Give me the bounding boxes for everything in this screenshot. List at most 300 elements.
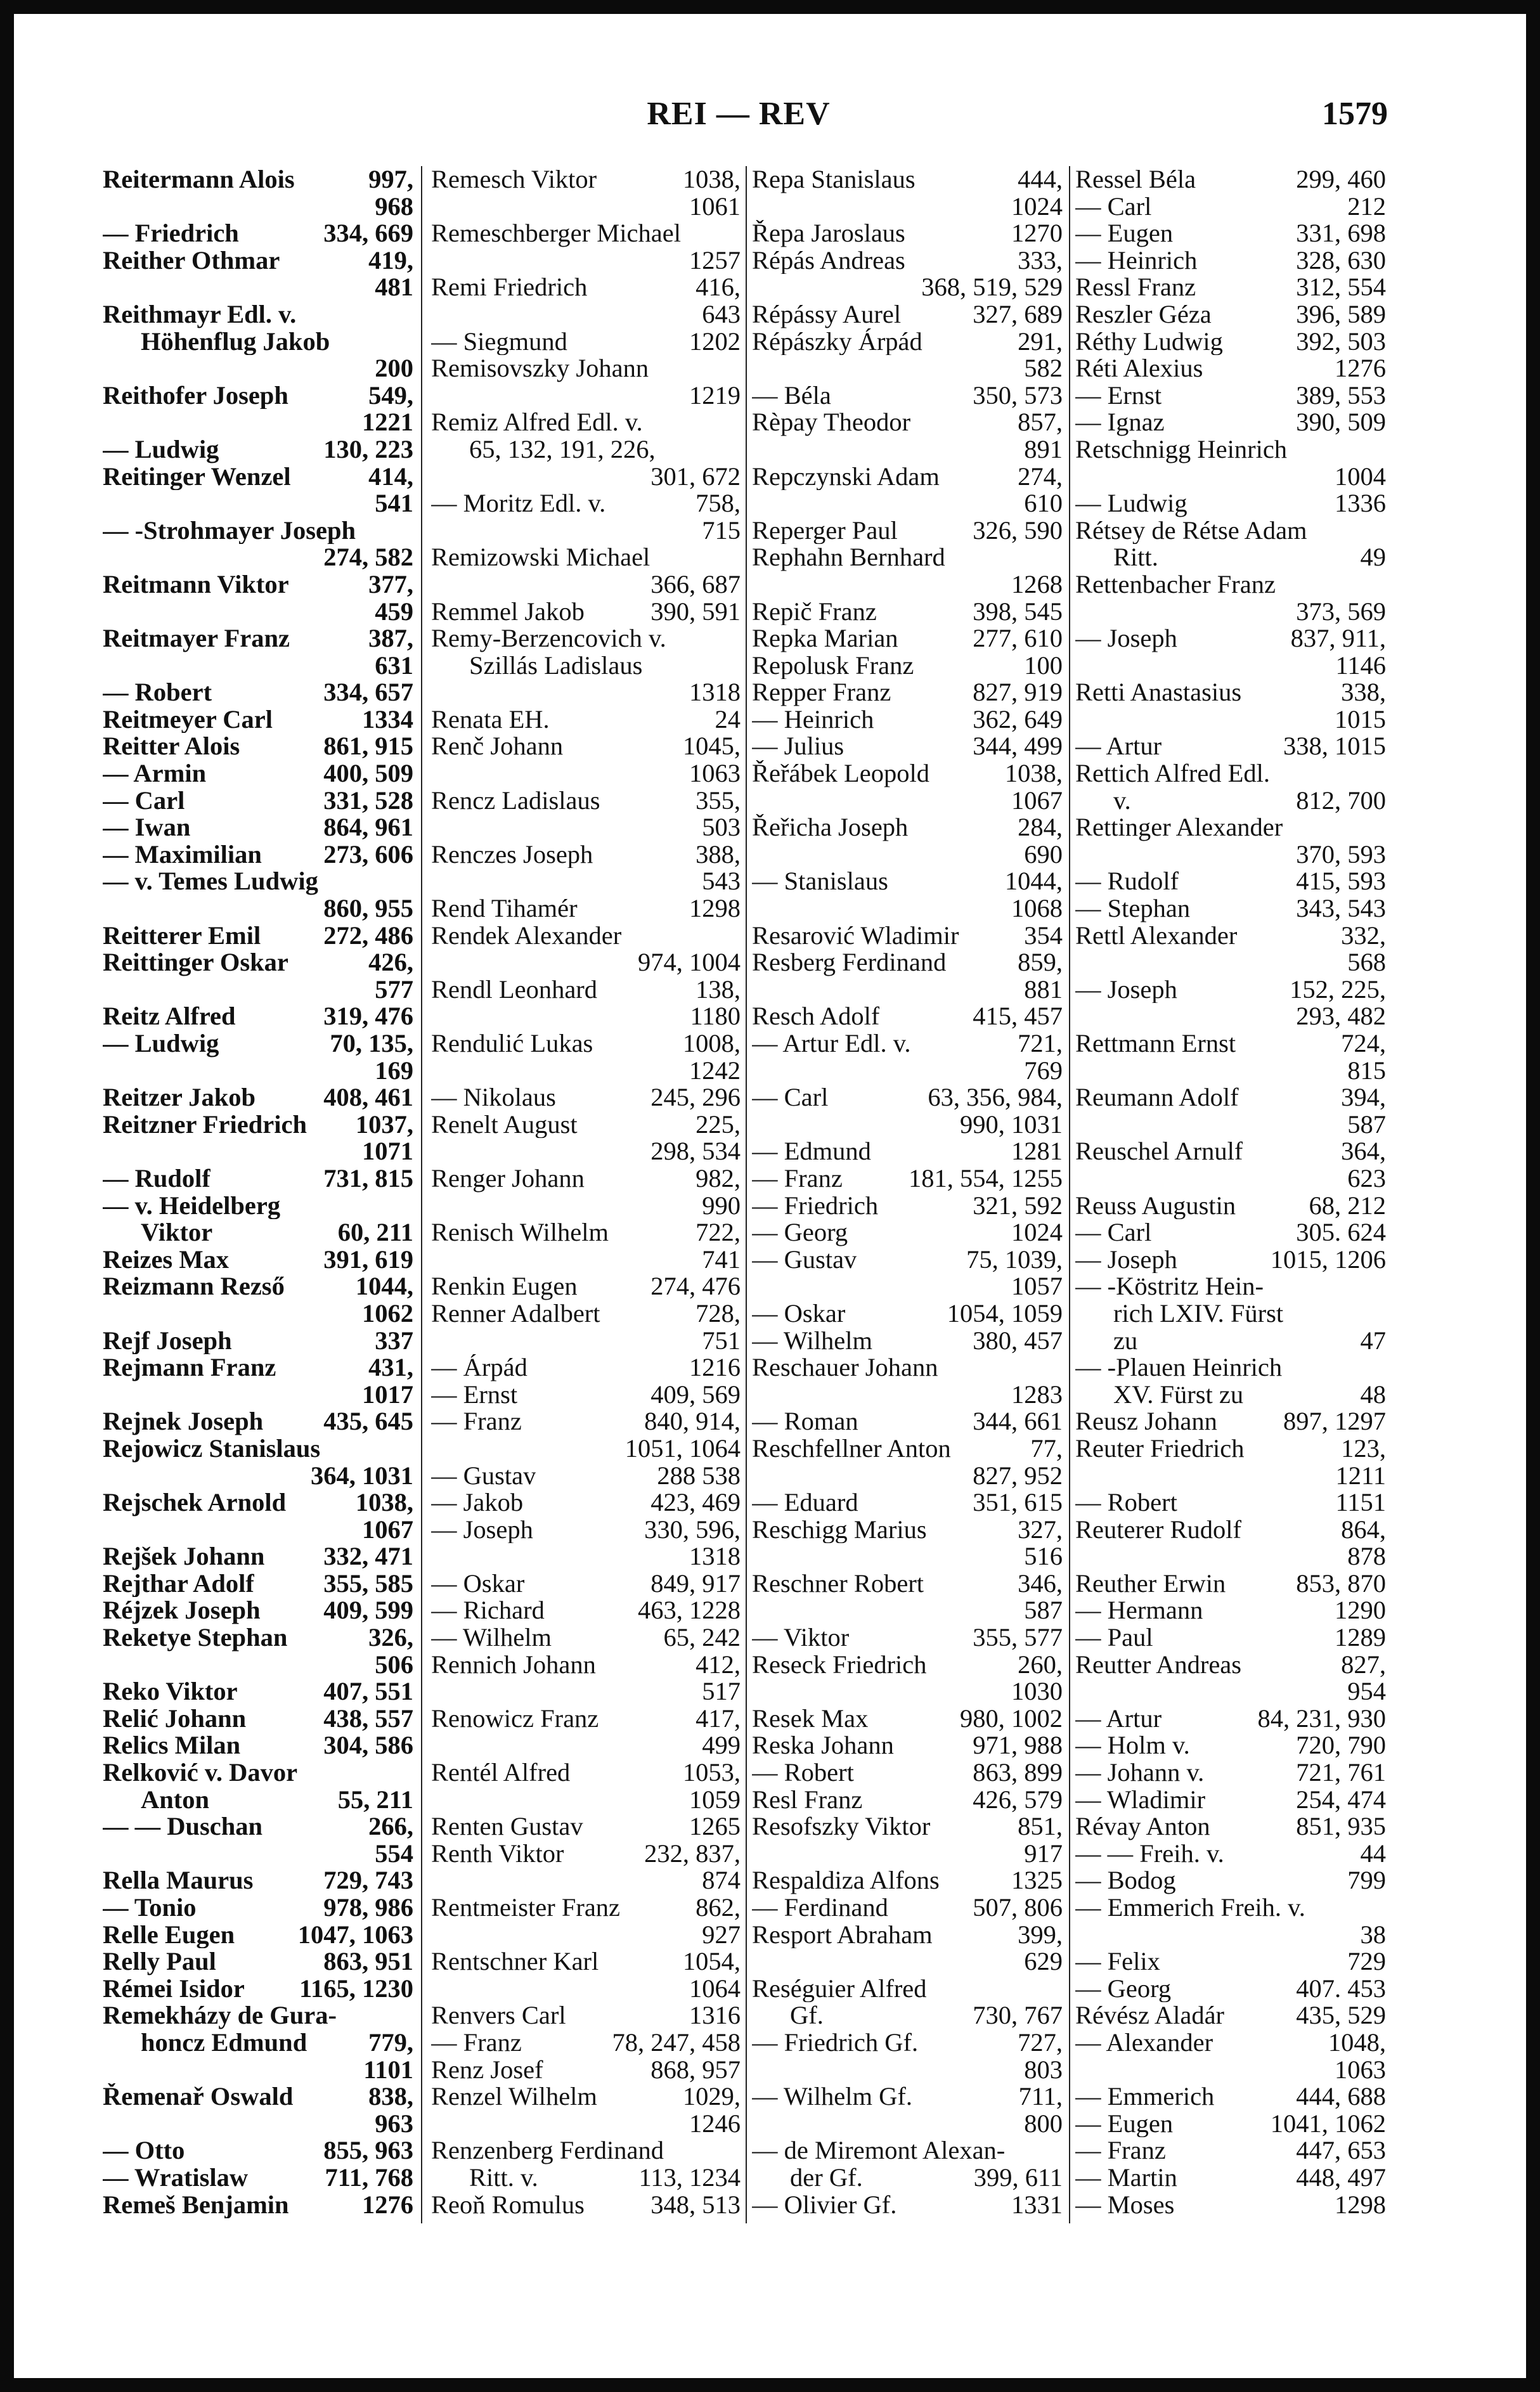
entry-name: Rejf Joseph [103, 1327, 232, 1355]
entry-name: — Carl [1075, 1219, 1152, 1246]
entry-name: Relić Johann [103, 1705, 247, 1733]
index-entry [431, 2029, 741, 2057]
index-entry [1075, 814, 1386, 841]
entry-pages: 711, [1018, 2083, 1063, 2111]
entry-pages: 1024 [1011, 1219, 1063, 1246]
index-entry [1075, 760, 1386, 787]
index-entry [1075, 1894, 1386, 1922]
entry-name: Reitmayer Franz [103, 625, 290, 652]
entry-name: — Ferdinand [752, 1894, 888, 1922]
entry-pages: 610 [1024, 490, 1063, 517]
entry-pages: 245, 296 [650, 1084, 741, 1111]
index-entry [431, 922, 741, 950]
index-entry [752, 2111, 1063, 2138]
entry-pages: 392, 503 [1296, 328, 1386, 356]
entry-pages: 266, [368, 1813, 413, 1840]
index-entry [103, 490, 413, 517]
entry-pages: 44 [1360, 1840, 1386, 1868]
entry-name: Réthy Ludwig [1075, 328, 1223, 356]
entry-name: Rèpay Theodor [752, 409, 911, 436]
entry-pages: 387, [368, 625, 413, 652]
entry-pages: 927 [702, 1921, 741, 1949]
entry-pages: 1101 [363, 2056, 413, 2084]
entry-pages: 779, [368, 2029, 413, 2057]
entry-pages: 370, 593 [1296, 841, 1386, 869]
entry-pages: 1068 [1011, 895, 1063, 922]
entry-pages: 447, 653 [1296, 2137, 1386, 2164]
index-entry [431, 1543, 741, 1570]
entry-pages: 517 [702, 1678, 741, 1705]
index-entry [1075, 1543, 1386, 1570]
entry-pages: 728, [696, 1300, 741, 1328]
index-entry [431, 1516, 741, 1544]
index-entry [1075, 868, 1386, 895]
entry-pages: 1038, [1004, 760, 1063, 787]
index-entry [752, 1894, 1063, 1922]
entry-name: — Carl [103, 787, 185, 815]
entry-name: Renth Viktor [431, 1840, 564, 1868]
entry-name: Renowicz Franz [431, 1705, 599, 1733]
entry-name: — Friedrich [752, 1192, 879, 1220]
entry-pages: 338, 1015 [1283, 733, 1386, 761]
entry-name: — Wratislaw [103, 2164, 249, 2192]
entry-name: v. [1113, 787, 1131, 815]
index-entry [752, 1516, 1063, 1544]
index-entry [752, 1138, 1063, 1165]
entry-pages: 1216 [689, 1354, 741, 1381]
index-entry [103, 1463, 413, 1490]
index-entry [1075, 1759, 1386, 1787]
entry-name: Rendek Alexander [431, 922, 622, 950]
entry-pages: 355, 585 [323, 1570, 413, 1598]
page-number: 1579 [1322, 96, 1388, 132]
index-entry [1075, 2083, 1386, 2111]
entry-pages: 304, 586 [323, 1732, 413, 1760]
entry-name: Relle Eugen [103, 1921, 235, 1949]
entry-name: — Joseph [1075, 1246, 1177, 1274]
entry-pages: 541 [375, 490, 413, 517]
entry-name: rich LXIV. Fürst [1113, 1300, 1284, 1328]
entry-pages: 355, 577 [973, 1624, 1063, 1652]
index-entry [103, 1975, 413, 2003]
entry-name: Reither Othmar [103, 247, 280, 275]
index-entry [752, 1732, 1063, 1759]
entry-pages: 971, 988 [973, 1732, 1063, 1760]
index-entry [431, 1328, 741, 1355]
index-entry [103, 1705, 413, 1733]
index-entry [103, 1678, 413, 1705]
entry-name: — v. Heidelberg [103, 1192, 281, 1220]
index-entry [103, 382, 413, 410]
index-entry [103, 1328, 413, 1355]
index-entry [1075, 1381, 1386, 1409]
index-entry [752, 1408, 1063, 1435]
index-entry [103, 1435, 413, 1463]
entry-name: — Edmund [752, 1138, 871, 1165]
index-entry [431, 355, 741, 382]
index-entry [1075, 1273, 1386, 1300]
index-entry [752, 1975, 1063, 2003]
entry-name: — Bodog [1075, 1867, 1176, 1894]
entry-pages: 373, 569 [1296, 598, 1386, 626]
entry-pages: 731, 815 [323, 1165, 413, 1193]
entry-name: Renzenberg Ferdinand [431, 2137, 664, 2164]
entry-pages: 415, 457 [973, 1003, 1063, 1030]
entry-pages: 225, [696, 1111, 741, 1139]
index-entry [431, 1165, 741, 1193]
index-entry [752, 247, 1063, 275]
entry-pages: 840, 914, [644, 1408, 741, 1435]
index-entry [431, 2137, 741, 2164]
index-entry [431, 166, 741, 193]
index-entry [431, 1840, 741, 1868]
entry-name: — Moses [1075, 2191, 1175, 2219]
index-entry [752, 1381, 1063, 1409]
index-entry [103, 652, 413, 680]
index-entry [103, 1894, 413, 1922]
index-entry [752, 1705, 1063, 1733]
entry-name: Anton [141, 1786, 210, 1814]
index-entry [1075, 949, 1386, 976]
entry-pages: 337 [375, 1327, 413, 1355]
entry-name: Reitterer Emil [103, 922, 261, 950]
index-entry [431, 1138, 741, 1165]
entry-name: — Artur Edl. v. [752, 1030, 911, 1057]
entry-pages: 1219 [689, 382, 741, 410]
entry-name: — Eugen [1075, 2110, 1174, 2138]
index-entry [103, 544, 413, 571]
entry-pages: 169 [375, 1057, 413, 1085]
entry-pages: 1265 [689, 1813, 741, 1840]
index-entry [752, 2057, 1063, 2084]
entry-pages: 1067 [1011, 787, 1063, 815]
entry-name: Reuss Augustin [1075, 1192, 1236, 1220]
entry-pages: 328, 630 [1296, 247, 1386, 275]
entry-pages: 350, 573 [973, 382, 1063, 410]
index-entry [1075, 1678, 1386, 1705]
entry-name: — Georg [1075, 1975, 1172, 2003]
entry-name: Gf. [790, 2002, 824, 2029]
index-entry [431, 1030, 741, 1057]
index-entry [1075, 1084, 1386, 1111]
index-entry [103, 2083, 413, 2111]
index-entry [1075, 463, 1386, 491]
entry-pages: 274, [1018, 463, 1063, 491]
entry-pages: 1047, 1063 [297, 1921, 413, 1949]
index-entry [431, 517, 741, 545]
index-entry [103, 1300, 413, 1328]
entry-name: — Jakob [431, 1489, 524, 1516]
entry-name: Ritt. v. [469, 2164, 538, 2192]
entry-pages: 851, 935 [1296, 1813, 1386, 1840]
entry-name: Renč Johann [431, 733, 564, 761]
entry-name: Rejšek Johann [103, 1543, 265, 1570]
entry-pages: 338, [1341, 679, 1386, 706]
entry-name: — Joseph [1075, 976, 1177, 1004]
entry-pages: 729, 743 [323, 1867, 413, 1894]
entry-pages: 1008, [682, 1030, 741, 1057]
entry-name: — Robert [1075, 1489, 1177, 1516]
entry-pages: 582 [1024, 355, 1063, 382]
index-entry [752, 1759, 1063, 1787]
index-entry [103, 220, 413, 247]
index-entry [752, 2083, 1063, 2111]
index-entry [1075, 166, 1386, 193]
entry-pages: 130, 223 [323, 436, 413, 463]
index-entry [103, 571, 413, 598]
index-entry [752, 1219, 1063, 1246]
entry-pages: 332, 471 [323, 1543, 413, 1570]
entry-name: Reseck Friedrich [752, 1651, 927, 1679]
index-entry [431, 274, 741, 301]
entry-pages: 853, 870 [1296, 1570, 1386, 1598]
entry-name: — -Köstritz Hein- [1075, 1273, 1264, 1300]
index-entry [431, 841, 741, 869]
entry-pages: 827, 952 [973, 1462, 1063, 1490]
entry-name: Reitmeyer Carl [103, 706, 273, 734]
entry-name: — Holm v. [1075, 1732, 1190, 1760]
entry-pages: 1318 [689, 1543, 741, 1570]
entry-pages: 435, 529 [1296, 2002, 1386, 2029]
index-entry [431, 1111, 741, 1139]
entry-pages: 1064 [689, 1975, 741, 2003]
entry-name: Řeřicha Joseph [752, 814, 909, 841]
index-entry [1075, 1570, 1386, 1598]
index-entry [431, 1381, 741, 1409]
index-entry [1075, 841, 1386, 869]
entry-name: — Nikolaus [431, 1084, 556, 1111]
entry-name: Reszler Géza [1075, 301, 1212, 328]
entry-name: Repka Marian [752, 625, 898, 652]
index-entry [103, 1624, 413, 1652]
entry-name: Relics Milan [103, 1732, 241, 1760]
entry-pages: 55, 211 [337, 1786, 413, 1814]
index-entry [1075, 1138, 1386, 1165]
entry-name: — Wilhelm Gf. [752, 2083, 912, 2111]
entry-pages: 388, [696, 841, 741, 869]
entry-pages: 1051, 1064 [624, 1435, 741, 1463]
entry-pages: 849, 917 [650, 1570, 741, 1598]
entry-name: der Gf. [790, 2164, 863, 2192]
entry-pages: 1054, 1059 [947, 1300, 1063, 1328]
index-entry [431, 1246, 741, 1274]
entry-name: — Felix [1075, 1948, 1160, 1975]
index-entry [103, 679, 413, 706]
index-entry [1075, 1003, 1386, 1030]
entry-name: — Ludwig [103, 1030, 219, 1057]
entry-name: Szillás Ladislaus [469, 652, 643, 680]
index-entry [103, 760, 413, 787]
index-entry [103, 1516, 413, 1544]
entry-pages: 1004 [1335, 463, 1386, 491]
entry-name: Reschigg Marius [752, 1516, 927, 1544]
entry-pages: 298, 534 [650, 1138, 741, 1165]
index-entry [1075, 1624, 1386, 1652]
entry-name: honcz Edmund [141, 2029, 307, 2057]
index-entry [431, 220, 741, 247]
entry-name: Rendl Leonhard [431, 976, 598, 1004]
entry-pages: 232, 837, [644, 1840, 741, 1868]
entry-pages: 730, 767 [973, 2002, 1063, 2029]
entry-pages: 963 [375, 2110, 413, 2138]
index-entry [1075, 706, 1386, 734]
index-entry [431, 1867, 741, 1894]
index-entry [1075, 787, 1386, 815]
entry-pages: 212 [1347, 193, 1386, 221]
entry-pages: 721, 761 [1296, 1759, 1386, 1787]
entry-name: — Otto [103, 2137, 185, 2164]
entry-pages: 1246 [689, 2110, 741, 2138]
entry-pages: 815 [1347, 1057, 1386, 1085]
entry-pages: 623 [1347, 1165, 1386, 1193]
entry-name: — — Freih. v. [1075, 1840, 1224, 1868]
index-entry [1075, 2057, 1386, 2084]
entry-pages: 277, 610 [973, 625, 1063, 652]
index-entry [103, 2192, 413, 2219]
entry-name: Reittinger Oskar [103, 949, 288, 976]
index-entry [752, 517, 1063, 545]
index-entry [752, 652, 1063, 680]
entry-name: Renzel Wilhelm [431, 2083, 597, 2111]
entry-pages: 1257 [689, 247, 741, 275]
entry-name: Remesch Viktor [431, 166, 597, 193]
index-entry [431, 1787, 741, 1814]
entry-pages: 543 [702, 868, 741, 896]
entry-pages: 463, 1228 [638, 1597, 741, 1625]
entry-pages: 1045, [682, 733, 741, 761]
index-entry [103, 1787, 413, 1814]
entry-pages: 864, [1341, 1516, 1386, 1544]
entry-name: Renger Johann [431, 1165, 585, 1193]
entry-pages: 1053, [682, 1759, 741, 1787]
entry-name: Remy-Berzencovich v. [431, 625, 666, 652]
index-entry [1075, 1354, 1386, 1381]
index-entry [103, 1867, 413, 1894]
index-entry [431, 1408, 741, 1435]
index-entry [752, 1273, 1063, 1300]
index-entry [431, 247, 741, 275]
entry-pages: 408, 461 [323, 1084, 413, 1111]
entry-pages: 758, [696, 490, 741, 517]
entry-name: Relković v. Davor [103, 1759, 298, 1787]
index-entry [752, 787, 1063, 815]
entry-name: — Ernst [431, 1381, 518, 1409]
index-entry [752, 625, 1063, 652]
entry-name: Remeš Benjamin [103, 2191, 289, 2219]
index-entry [752, 193, 1063, 221]
entry-name: — Ludwig [103, 436, 219, 463]
index-entry [103, 2002, 413, 2029]
entry-name: Respaldiza Alfons [752, 1867, 940, 1894]
entry-name: — Carl [1075, 193, 1152, 221]
index-entry [1075, 382, 1386, 410]
index-entry [752, 463, 1063, 491]
entry-pages: 343, 543 [1296, 895, 1386, 922]
index-entry [752, 1084, 1063, 1111]
entry-pages: 803 [1024, 2056, 1063, 2084]
entry-name: Rétsey de Rétse Adam [1075, 517, 1307, 545]
entry-pages: 407. 453 [1296, 1975, 1386, 2003]
index-entry [1075, 328, 1386, 356]
entry-pages: 954 [1347, 1678, 1386, 1705]
entry-name: — Paul [1075, 1624, 1153, 1652]
entry-name: Rémei Isidor [103, 1975, 245, 2003]
entry-name: — Stanislaus [752, 868, 888, 896]
index-entry [752, 2192, 1063, 2219]
entry-name: — Ignaz [1075, 409, 1165, 436]
index-entry [431, 1570, 741, 1598]
index-entry [752, 1489, 1063, 1516]
entry-name: Reitzner Friedrich [103, 1111, 307, 1139]
entry-pages: 380, 457 [973, 1327, 1063, 1355]
entry-pages: 1044, [355, 1273, 413, 1300]
entry-pages: 326, [368, 1624, 413, 1652]
column-divider [421, 166, 422, 2223]
entry-name: Reitmann Viktor [103, 571, 289, 598]
entry-pages: 435, 645 [323, 1408, 413, 1435]
entry-pages: 1061 [689, 193, 741, 221]
entry-name: XV. Fürst zu [1113, 1381, 1244, 1409]
entry-pages: 769 [1024, 1057, 1063, 1085]
entry-pages: 1336 [1335, 490, 1386, 517]
entry-pages: 400, 509 [323, 760, 413, 787]
entry-name: — Artur [1075, 733, 1162, 761]
entry-pages: 138, [696, 976, 741, 1004]
index-entry [431, 1489, 741, 1516]
index-entry [103, 463, 413, 491]
index-entry [431, 760, 741, 787]
index-entry [1075, 1328, 1386, 1355]
entry-name: Répás Andreas [752, 247, 905, 275]
index-entry [103, 814, 413, 841]
entry-pages: 319, 476 [323, 1003, 413, 1030]
index-entry [103, 922, 413, 950]
index-entry [103, 247, 413, 275]
entry-pages: 1270 [1011, 220, 1063, 247]
index-entry [752, 1111, 1063, 1139]
index-entry [431, 2164, 741, 2192]
entry-name: Retschnigg Heinrich [1075, 436, 1288, 463]
entry-name: Rend Tihamér [431, 895, 578, 922]
entry-pages: 274, 582 [323, 544, 413, 571]
entry-name: Rettenbacher Franz [1075, 571, 1276, 598]
entry-pages: 481 [375, 274, 413, 301]
entry-pages: 1015 [1335, 706, 1386, 734]
entry-pages: 377, [368, 571, 413, 598]
index-entry [103, 2057, 413, 2084]
entry-pages: 1276 [362, 2191, 413, 2219]
entry-name: Resofszky Viktor [752, 1813, 931, 1840]
index-entry [752, 1435, 1063, 1463]
index-entry [103, 166, 413, 193]
entry-pages: 299, 460 [1296, 166, 1386, 193]
entry-pages: 291, [1018, 328, 1063, 356]
entry-name: Relly Paul [103, 1948, 216, 1975]
index-entry [103, 1489, 413, 1516]
entry-pages: 331, 698 [1296, 220, 1386, 247]
entry-pages: 1038, [355, 1489, 413, 1516]
index-entry [431, 436, 741, 463]
entry-name: Renata EH. [431, 706, 550, 734]
entry-pages: 1221 [362, 409, 413, 436]
entry-name: — Eduard [752, 1489, 858, 1516]
entry-pages: 864, 961 [323, 814, 413, 841]
index-entry [752, 1328, 1063, 1355]
index-entry [752, 274, 1063, 301]
entry-name: — de Miremont Alexan- [752, 2137, 1006, 2164]
entry-pages: 273, 606 [323, 841, 413, 869]
entry-pages: 65, 242 [663, 1624, 741, 1652]
